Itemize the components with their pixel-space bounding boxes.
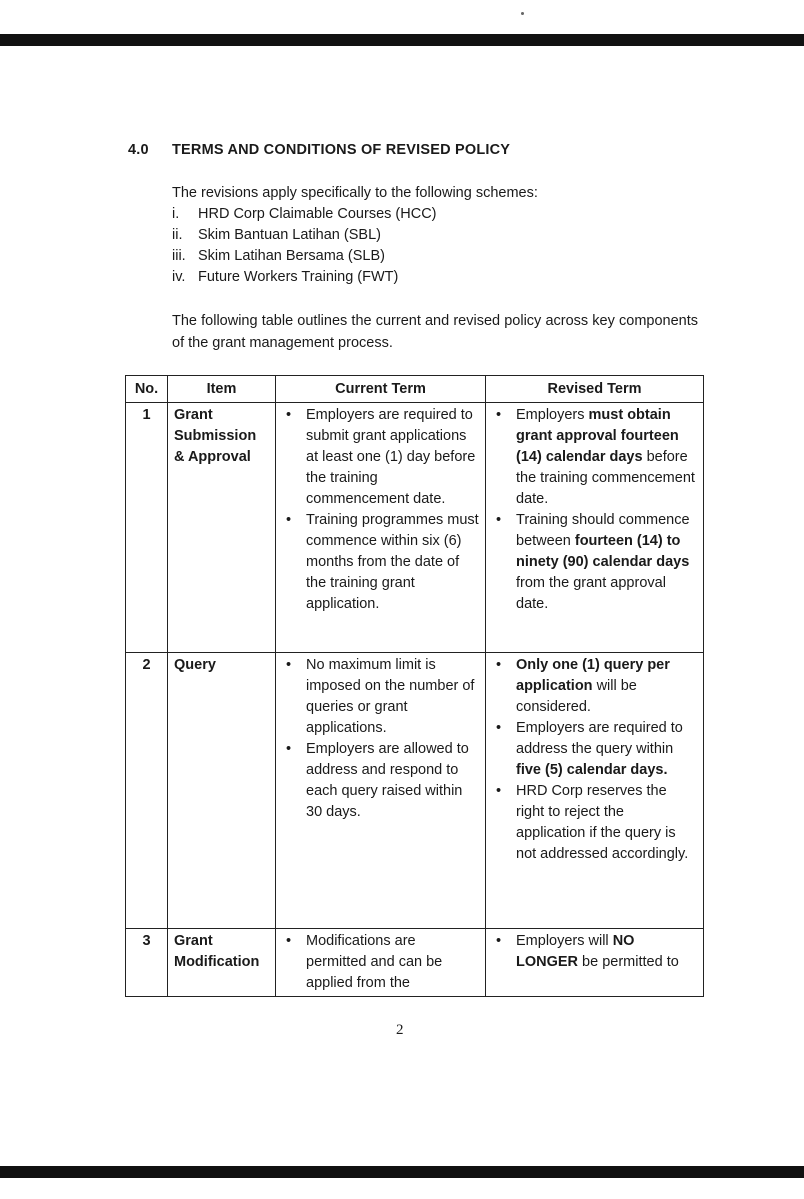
text-run: Employers are required to address the query within	[516, 720, 683, 757]
intro-text: The revisions apply specifically to the following schemes:	[172, 185, 538, 201]
bullet-item	[492, 655, 697, 718]
bullet-item: • Modifications are permitted and can be applied from the	[282, 931, 479, 994]
revised-term-cell	[486, 653, 704, 929]
revised-term-cell	[486, 929, 704, 997]
list-numeral: iii.	[172, 248, 186, 264]
row-number: 1	[126, 403, 168, 653]
header-no: No.	[126, 376, 168, 403]
bullet-item	[492, 510, 697, 615]
bottom-black-bar	[0, 1166, 804, 1178]
bold-run: fourteen (14) to ninety (90) calendar days	[516, 533, 690, 570]
text-run: from the grant approval date.	[516, 575, 666, 612]
table-row	[126, 929, 704, 997]
bullet-item	[492, 781, 697, 865]
scheme-label: Skim Bantuan Latihan (SBL)	[198, 227, 381, 243]
text-run: Employers will	[516, 933, 613, 949]
bullet-item	[492, 405, 697, 510]
row-number: 2	[126, 653, 168, 929]
table-row	[126, 653, 704, 929]
list-item	[172, 267, 437, 288]
header-current-term: Current Term	[276, 376, 486, 403]
text-run: Training should commence between	[516, 512, 690, 549]
current-term-cell	[276, 403, 486, 653]
document-page	[0, 46, 804, 1166]
bullet-item: • Employers are required to submit grant applications at least one (1) day before the training commencement date.	[282, 405, 479, 510]
list-numeral: ii.	[172, 227, 183, 243]
table-header-row	[126, 376, 704, 403]
text-run: will be considered.	[516, 678, 637, 715]
text-run: Employers	[516, 407, 589, 423]
header-item: Item	[168, 376, 276, 403]
row-item: Grant Submission & Approval	[168, 403, 276, 653]
list-item	[172, 225, 437, 246]
bold-run: NO LONGER	[516, 933, 635, 970]
revised-term-cell	[486, 403, 704, 653]
bullet-item: • Training programmes must commence within six (6) months from the date of the training grant application.	[282, 510, 479, 615]
scheme-label: Skim Latihan Bersama (SLB)	[198, 248, 385, 264]
table-row	[126, 403, 704, 653]
text-run: HRD Corp reserves the right to reject the application if the query is not addressed accordingly.	[516, 783, 689, 862]
current-term-cell	[276, 653, 486, 929]
header-revised-term: Revised Term	[486, 376, 704, 403]
scheme-label: Future Workers Training (FWT)	[198, 269, 399, 285]
current-term-cell	[276, 929, 486, 997]
policy-table	[125, 375, 704, 997]
section-heading	[128, 142, 510, 158]
list-item	[172, 204, 437, 225]
bullet-item	[492, 718, 697, 781]
bold-run: five (5) calendar days.	[516, 762, 668, 778]
row-number: 3	[126, 929, 168, 997]
bullet-item	[492, 931, 697, 973]
section-number: 4.0	[128, 142, 149, 158]
top-black-bar	[0, 34, 804, 46]
scan-speck	[521, 12, 524, 15]
table-intro-text: The following table outlines the current and revised policy across key components of the grant management process.	[172, 313, 698, 351]
text-run: be permitted to	[578, 954, 679, 970]
bold-run: must obtain grant approval fourteen (14) calendar days	[516, 407, 679, 465]
list-item	[172, 246, 437, 267]
page-number: 2	[396, 1022, 404, 1038]
row-item: Grant Modification	[168, 929, 276, 997]
scheme-list	[172, 204, 437, 288]
list-numeral: iv.	[172, 269, 186, 285]
row-item: Query	[168, 653, 276, 929]
scheme-label: HRD Corp Claimable Courses (HCC)	[198, 206, 437, 222]
bullet-item: • Employers are allowed to address and respond to each query raised within 30 days.	[282, 739, 479, 823]
section-title: TERMS AND CONDITIONS OF REVISED POLICY	[172, 142, 511, 158]
bullet-item: • No maximum limit is imposed on the number of queries or grant applications.	[282, 655, 479, 739]
text-run: before the training commencement date.	[516, 449, 695, 507]
bold-run: Only one (1) query per application	[516, 657, 670, 694]
list-numeral: i.	[172, 206, 180, 222]
